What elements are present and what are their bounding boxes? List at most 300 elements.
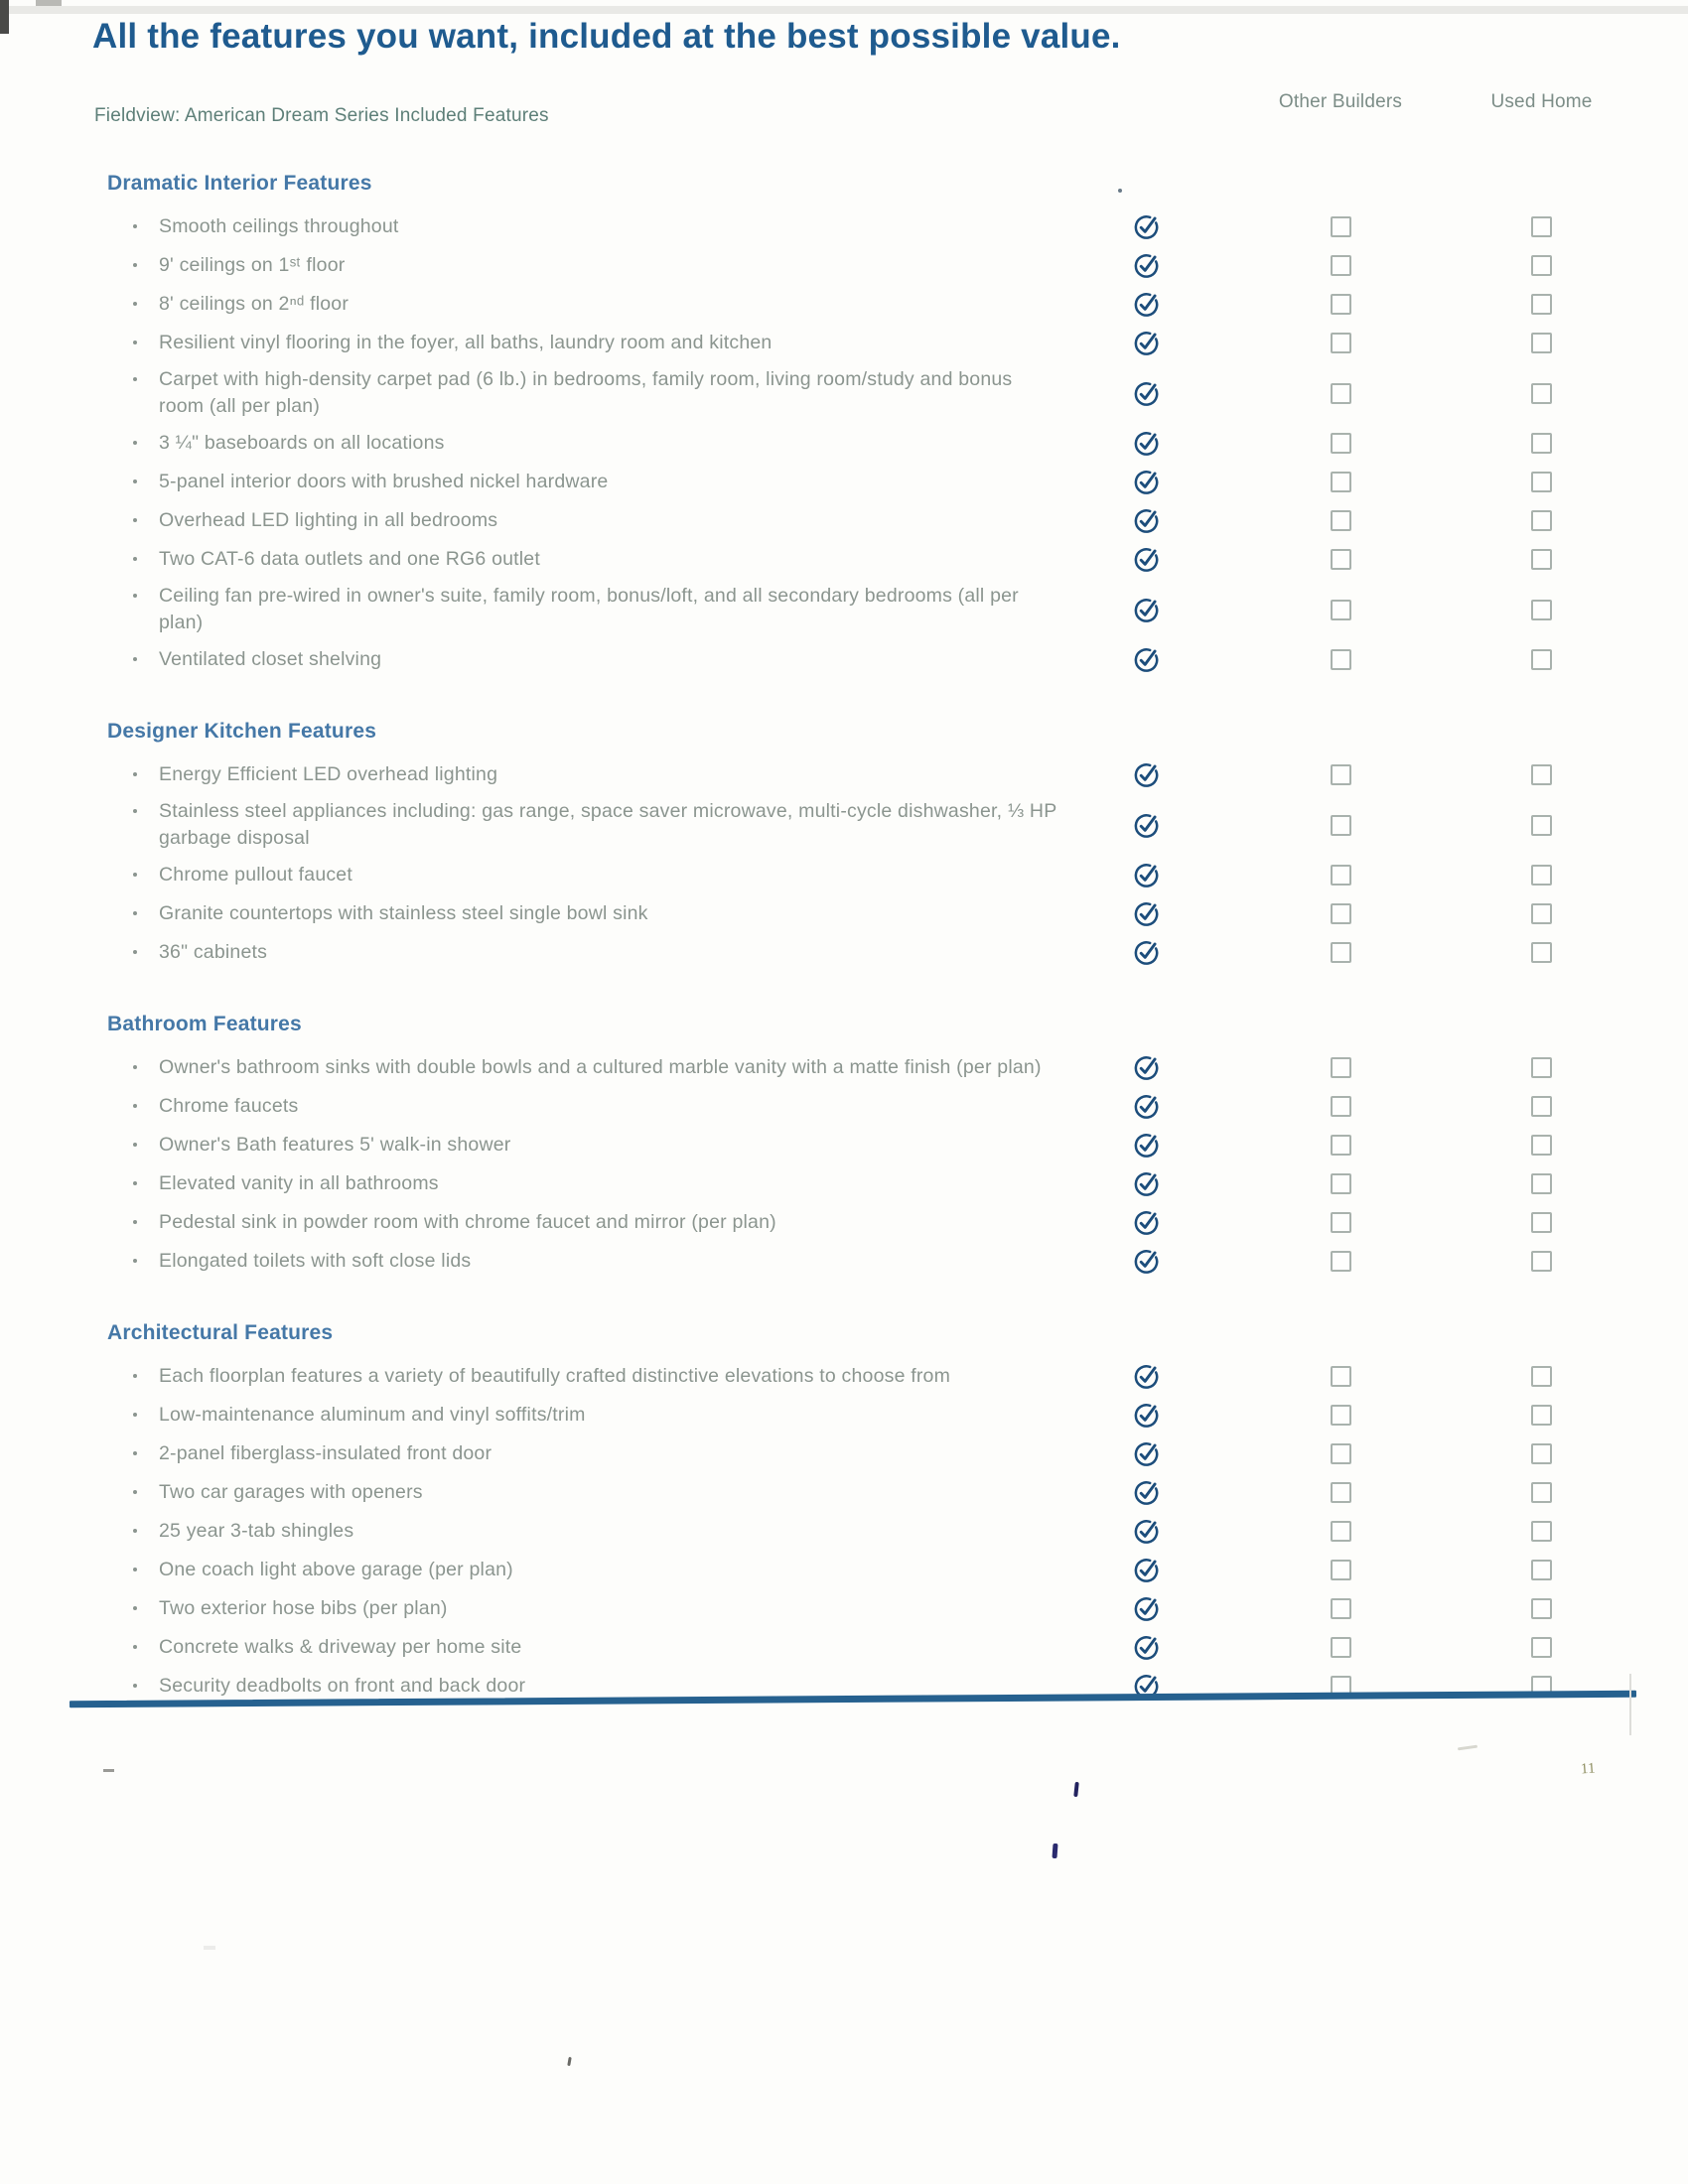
fieldview-included-cell [1132,1052,1163,1083]
fieldview-included-cell [1132,644,1163,675]
other-builders-checkbox[interactable] [1331,815,1351,836]
other-builders-checkbox[interactable] [1331,1560,1351,1580]
other-builders-cell [1331,255,1351,276]
used-home-cell [1531,510,1552,531]
feature-text: Granite countertops with stainless steel single bowl sink [159,902,648,924]
feature-cell [0,1363,1097,1390]
check-circle-icon [1132,211,1163,242]
used-home-checkbox[interactable] [1531,865,1552,886]
feature-cell [0,1634,1097,1661]
feature-text: Ventilated closet shelving [159,648,382,670]
bullet-icon [133,1568,137,1571]
used-home-cell [1531,383,1552,404]
other-builders-checkbox[interactable] [1331,1521,1351,1542]
other-builders-checkbox[interactable] [1331,1135,1351,1156]
check-circle-icon [1132,1477,1163,1508]
bullet-icon [133,1143,137,1147]
used-home-checkbox[interactable] [1531,815,1552,836]
feature-cell [0,430,1097,457]
used-home-cell [1531,333,1552,353]
bullet-icon [133,302,137,306]
check-circle-icon [1132,759,1163,790]
used-home-cell [1531,255,1552,276]
scan-artifact [1073,1782,1079,1797]
check-circle-icon [1132,595,1163,625]
fieldview-included-cell [1132,1516,1163,1547]
feature-cell [0,213,1097,240]
section-heading: Designer Kitchen Features [107,720,377,743]
used-home-checkbox[interactable] [1531,1637,1552,1658]
section-rows [0,759,1688,968]
bullet-icon [133,557,137,561]
feature-row [0,860,1688,890]
other-builders-checkbox[interactable] [1331,600,1351,620]
check-circle-icon [1132,937,1163,968]
used-home-checkbox[interactable] [1531,472,1552,492]
other-builders-cell [1331,294,1351,315]
other-builders-checkbox[interactable] [1331,1598,1351,1619]
other-builders-checkbox[interactable] [1331,1251,1351,1272]
used-home-checkbox[interactable] [1531,216,1552,237]
feature-row [0,1361,1688,1392]
used-home-cell [1531,1443,1552,1464]
feature-text: Each floorplan features a variety of beautifully crafted distinctive elevations to choose from [159,1365,951,1387]
bullet-icon [133,377,137,381]
other-builders-checkbox[interactable] [1331,216,1351,237]
used-home-cell [1531,1637,1552,1658]
fieldview-included-cell [1132,810,1163,841]
used-home-cell [1531,903,1552,924]
check-circle-icon [1132,860,1163,890]
fieldview-included-cell [1132,250,1163,281]
bullet-icon [133,1529,137,1533]
used-home-cell [1531,549,1552,570]
other-builders-checkbox[interactable] [1331,1173,1351,1194]
fieldview-included-cell [1132,759,1163,790]
feature-row [0,1052,1688,1083]
used-home-cell [1531,1173,1552,1194]
section-heading: Architectural Features [107,1321,334,1344]
other-builders-cell [1331,472,1351,492]
feature-cell [0,252,1097,279]
feature-cell [0,1248,1097,1275]
used-home-checkbox[interactable] [1531,1212,1552,1233]
bullet-icon [133,1606,137,1610]
fieldview-included-cell [1132,1438,1163,1469]
bullet-icon [133,1065,137,1069]
used-home-checkbox[interactable] [1531,333,1552,353]
fieldview-included-cell [1132,428,1163,459]
fieldview-included-cell [1132,378,1163,409]
other-builders-checkbox[interactable] [1331,1405,1351,1426]
feature-text: One coach light above garage (per plan) [159,1559,513,1580]
feature-text: 5-panel interior doors with brushed nickel hardware [159,471,609,492]
feature-row [0,328,1688,358]
fieldview-included-cell [1132,1632,1163,1663]
used-home-cell [1531,942,1552,963]
check-circle-icon [1132,289,1163,320]
other-builders-checkbox[interactable] [1331,294,1351,315]
other-builders-cell [1331,1057,1351,1078]
used-home-cell [1531,649,1552,670]
feature-row [0,211,1688,242]
used-home-cell [1531,472,1552,492]
feature-section [0,171,1688,675]
bullet-icon [133,1104,137,1108]
bullet-icon [133,441,137,445]
used-home-checkbox[interactable] [1531,549,1552,570]
feature-row [0,428,1688,459]
used-home-checkbox[interactable] [1531,255,1552,276]
feature-text: 2-panel fiberglass-insulated front door [159,1442,492,1464]
other-builders-checkbox[interactable] [1331,333,1351,353]
feature-row [0,1632,1688,1663]
used-home-cell [1531,764,1552,785]
fieldview-included-cell [1132,1361,1163,1392]
check-circle-icon [1132,1091,1163,1122]
bullet-icon [133,341,137,344]
fieldview-included-cell [1132,1130,1163,1160]
bullet-icon [133,1490,137,1494]
other-builders-checkbox[interactable] [1331,865,1351,886]
scan-artifact [1052,1843,1057,1858]
feature-text: Concrete walks & driveway per home site [159,1636,522,1658]
check-circle-icon [1132,328,1163,358]
feature-cell [0,646,1097,673]
feature-text: Ceiling fan pre-wired in owner's suite, family room, bonus/loft, and all secondary bedrooms (all per plan) [159,585,1019,633]
other-builders-checkbox[interactable] [1331,903,1351,924]
check-circle-icon [1132,1207,1163,1238]
check-circle-icon [1132,1593,1163,1624]
fieldview-included-cell [1132,1400,1163,1431]
used-home-checkbox[interactable] [1531,1173,1552,1194]
used-home-cell [1531,1482,1552,1503]
other-builders-checkbox[interactable] [1331,764,1351,785]
feature-row [0,937,1688,968]
feature-text: Owner's Bath features 5' walk-in shower [159,1134,511,1156]
feature-text: 25 year 3-tab shingles [159,1520,354,1542]
feature-text: Chrome faucets [159,1095,299,1117]
feature-cell [0,469,1097,495]
used-home-checkbox[interactable] [1531,1366,1552,1387]
bullet-icon [133,1413,137,1417]
feature-cell [0,546,1097,573]
feature-row [0,1091,1688,1122]
bullet-icon [133,772,137,776]
used-home-checkbox[interactable] [1531,1135,1552,1156]
fieldview-included-cell [1132,1593,1163,1624]
fieldview-included-cell [1132,1168,1163,1199]
bullet-icon [133,1645,137,1649]
feature-cell [0,1440,1097,1467]
fieldview-included-cell [1132,1477,1163,1508]
check-circle-icon [1132,505,1163,536]
other-builders-checkbox[interactable] [1331,649,1351,670]
bullet-icon [133,594,137,598]
other-builders-cell [1331,433,1351,454]
other-builders-cell [1331,1135,1351,1156]
feature-row [0,289,1688,320]
feature-text: Two exterior hose bibs (per plan) [159,1597,448,1619]
check-circle-icon [1132,1555,1163,1585]
used-home-checkbox[interactable] [1531,1598,1552,1619]
feature-cell [0,330,1097,356]
feature-text: 36" cabinets [159,941,268,963]
feature-cell [0,1518,1097,1545]
check-circle-icon [1132,1400,1163,1431]
fieldview-included-cell [1132,328,1163,358]
other-builders-checkbox[interactable] [1331,1366,1351,1387]
used-home-checkbox[interactable] [1531,764,1552,785]
used-home-cell [1531,1521,1552,1542]
used-home-checkbox[interactable] [1531,600,1552,620]
other-builders-cell [1331,383,1351,404]
feature-section [0,1012,1688,1277]
feature-cell [0,1093,1097,1120]
feature-cell [0,1479,1097,1506]
other-builders-cell [1331,1521,1351,1542]
other-builders-checkbox[interactable] [1331,510,1351,531]
used-home-cell [1531,216,1552,237]
feature-row [0,798,1688,852]
used-home-checkbox[interactable] [1531,510,1552,531]
feature-text: 3 ¼" baseboards on all locations [159,432,445,454]
other-builders-cell [1331,865,1351,886]
other-builders-cell [1331,1443,1351,1464]
other-builders-checkbox[interactable] [1331,1443,1351,1464]
feature-row [0,1593,1688,1624]
other-builders-cell [1331,1637,1351,1658]
feature-row [0,759,1688,790]
series-subtitle: Fieldview: American Dream Series Included Features [94,105,549,126]
feature-text: 9' ceilings on 1ˢᵗ floor [159,254,346,276]
used-home-checkbox[interactable] [1531,383,1552,404]
used-home-cell [1531,1366,1552,1387]
column-header-used-home: Used Home [1490,91,1593,112]
used-home-cell [1531,1598,1552,1619]
feature-text: Two CAT-6 data outlets and one RG6 outlet [159,548,540,570]
feature-text: Two car garages with openers [159,1481,423,1503]
other-builders-cell [1331,333,1351,353]
other-builders-cell [1331,549,1351,570]
feature-text: Resilient vinyl flooring in the foyer, all baths, laundry room and kitchen [159,332,773,353]
other-builders-cell [1331,1598,1351,1619]
used-home-cell [1531,433,1552,454]
used-home-cell [1531,294,1552,315]
feature-text: Stainless steel appliances including: gas range, space saver microwave, multi-cycle dishwasher, ⅓ HP garbage disposal [159,800,1057,849]
column-header-other-builders: Other Builders [1278,91,1403,112]
other-builders-cell [1331,942,1351,963]
feature-text: Chrome pullout faucet [159,864,352,886]
check-circle-icon [1132,544,1163,575]
feature-cell [0,1402,1097,1429]
used-home-checkbox[interactable] [1531,433,1552,454]
used-home-checkbox[interactable] [1531,1096,1552,1117]
feature-text: 8' ceilings on 2ⁿᵈ floor [159,293,350,315]
feature-row [0,1246,1688,1277]
other-builders-cell [1331,1251,1351,1272]
bullet-icon [133,873,137,877]
feature-text: Carpet with high-density carpet pad (6 lb.) in bedrooms, family room, living room/study and bonus room (all per plan) [159,368,1013,417]
feature-text: Low-maintenance aluminum and vinyl soffits/trim [159,1404,586,1426]
check-circle-icon [1132,1632,1163,1663]
bullet-icon [133,1374,137,1378]
section-rows [0,211,1688,675]
used-home-checkbox[interactable] [1531,294,1552,315]
used-home-cell [1531,1560,1552,1580]
scan-artifact [103,1769,114,1772]
fieldview-included-cell [1132,505,1163,536]
bullet-icon [133,950,137,954]
feature-row [0,644,1688,675]
bullet-icon [133,1181,137,1185]
feature-row [0,467,1688,497]
scan-artifact [1629,1674,1631,1735]
bullet-icon [133,1259,137,1263]
other-builders-checkbox[interactable] [1331,1482,1351,1503]
feature-cell [0,1054,1097,1081]
fieldview-included-cell [1132,1555,1163,1585]
fieldview-included-cell [1132,1091,1163,1122]
bullet-icon [133,1684,137,1688]
feature-text: Pedestal sink in powder room with chrome faucet and mirror (per plan) [159,1211,776,1233]
scan-artifact [567,2057,572,2066]
check-circle-icon [1132,1130,1163,1160]
section-heading: Dramatic Interior Features [107,172,372,195]
check-circle-icon [1132,898,1163,929]
other-builders-checkbox[interactable] [1331,255,1351,276]
fieldview-included-cell [1132,1207,1163,1238]
feature-cell [0,1132,1097,1159]
bullet-icon [133,1451,137,1455]
feature-text: Energy Efficient LED overhead lighting [159,763,498,785]
scan-artifact [204,1946,215,1950]
used-home-checkbox[interactable] [1531,1443,1552,1464]
other-builders-checkbox[interactable] [1331,942,1351,963]
feature-cell [0,291,1097,318]
used-home-checkbox[interactable] [1531,1521,1552,1542]
other-builders-checkbox[interactable] [1331,472,1351,492]
check-circle-icon [1132,428,1163,459]
used-home-checkbox[interactable] [1531,1405,1552,1426]
scan-artifact [1458,1745,1477,1751]
bullet-icon [133,809,137,813]
feature-row [0,1168,1688,1199]
feature-cell [0,862,1097,888]
feature-row [0,583,1688,636]
feature-row [0,1438,1688,1469]
feature-text: Elevated vanity in all bathrooms [159,1172,439,1194]
table-header-row [0,91,1688,127]
other-builders-cell [1331,1405,1351,1426]
feature-section [0,719,1688,968]
feature-section [0,1320,1688,1702]
feature-cell [0,583,1097,636]
check-circle-icon [1132,1516,1163,1547]
feature-cell [0,1595,1097,1622]
other-builders-cell [1331,764,1351,785]
other-builders-checkbox[interactable] [1331,383,1351,404]
feature-cell [0,798,1097,852]
check-circle-icon [1132,467,1163,497]
scan-artifact [1118,189,1122,193]
other-builders-cell [1331,1173,1351,1194]
other-builders-checkbox[interactable] [1331,1637,1351,1658]
feature-row [0,366,1688,420]
other-builders-checkbox[interactable] [1331,1057,1351,1078]
fieldview-included-cell [1132,595,1163,625]
other-builders-cell [1331,1366,1351,1387]
other-builders-cell [1331,815,1351,836]
used-home-cell [1531,1135,1552,1156]
feature-row [0,1516,1688,1547]
other-builders-checkbox[interactable] [1331,549,1351,570]
feature-row [0,1400,1688,1431]
other-builders-checkbox[interactable] [1331,433,1351,454]
other-builders-cell [1331,903,1351,924]
check-circle-icon [1132,810,1163,841]
used-home-cell [1531,1057,1552,1078]
feature-cell [0,1557,1097,1583]
feature-row [0,898,1688,929]
check-circle-icon [1132,1438,1163,1469]
feature-cell [0,1170,1097,1197]
used-home-checkbox[interactable] [1531,903,1552,924]
check-circle-icon [1132,1052,1163,1083]
fieldview-included-cell [1132,467,1163,497]
used-home-cell [1531,1212,1552,1233]
bullet-icon [133,224,137,228]
bullet-icon [133,518,137,522]
scan-artifact [0,0,9,34]
used-home-checkbox[interactable] [1531,1057,1552,1078]
used-home-checkbox[interactable] [1531,1251,1552,1272]
used-home-checkbox[interactable] [1531,942,1552,963]
feature-cell [0,939,1097,966]
used-home-cell [1531,865,1552,886]
used-home-cell [1531,815,1552,836]
check-circle-icon [1132,1168,1163,1199]
feature-cell [0,507,1097,534]
page-number: 11 [1580,1760,1597,1778]
bullet-icon [133,911,137,915]
used-home-checkbox[interactable] [1531,1482,1552,1503]
used-home-cell [1531,1405,1552,1426]
other-builders-cell [1331,510,1351,531]
feature-text: Overhead LED lighting in all bedrooms [159,509,498,531]
fieldview-included-cell [1132,289,1163,320]
other-builders-cell [1331,1560,1351,1580]
feature-cell [0,761,1097,788]
used-home-checkbox[interactable] [1531,649,1552,670]
fieldview-included-cell [1132,1246,1163,1277]
section-heading: Bathroom Features [107,1013,302,1035]
feature-text: Security deadbolts on front and back door [159,1675,526,1697]
scan-artifact [36,0,62,6]
other-builders-checkbox[interactable] [1331,1212,1351,1233]
other-builders-checkbox[interactable] [1331,1096,1351,1117]
other-builders-cell [1331,1482,1351,1503]
used-home-checkbox[interactable] [1531,1560,1552,1580]
check-circle-icon [1132,1361,1163,1392]
bullet-icon [133,1220,137,1224]
other-builders-cell [1331,600,1351,620]
feature-row [0,1207,1688,1238]
feature-text: Smooth ceilings throughout [159,215,399,237]
check-circle-icon [1132,250,1163,281]
check-circle-icon [1132,1246,1163,1277]
fieldview-included-cell [1132,211,1163,242]
